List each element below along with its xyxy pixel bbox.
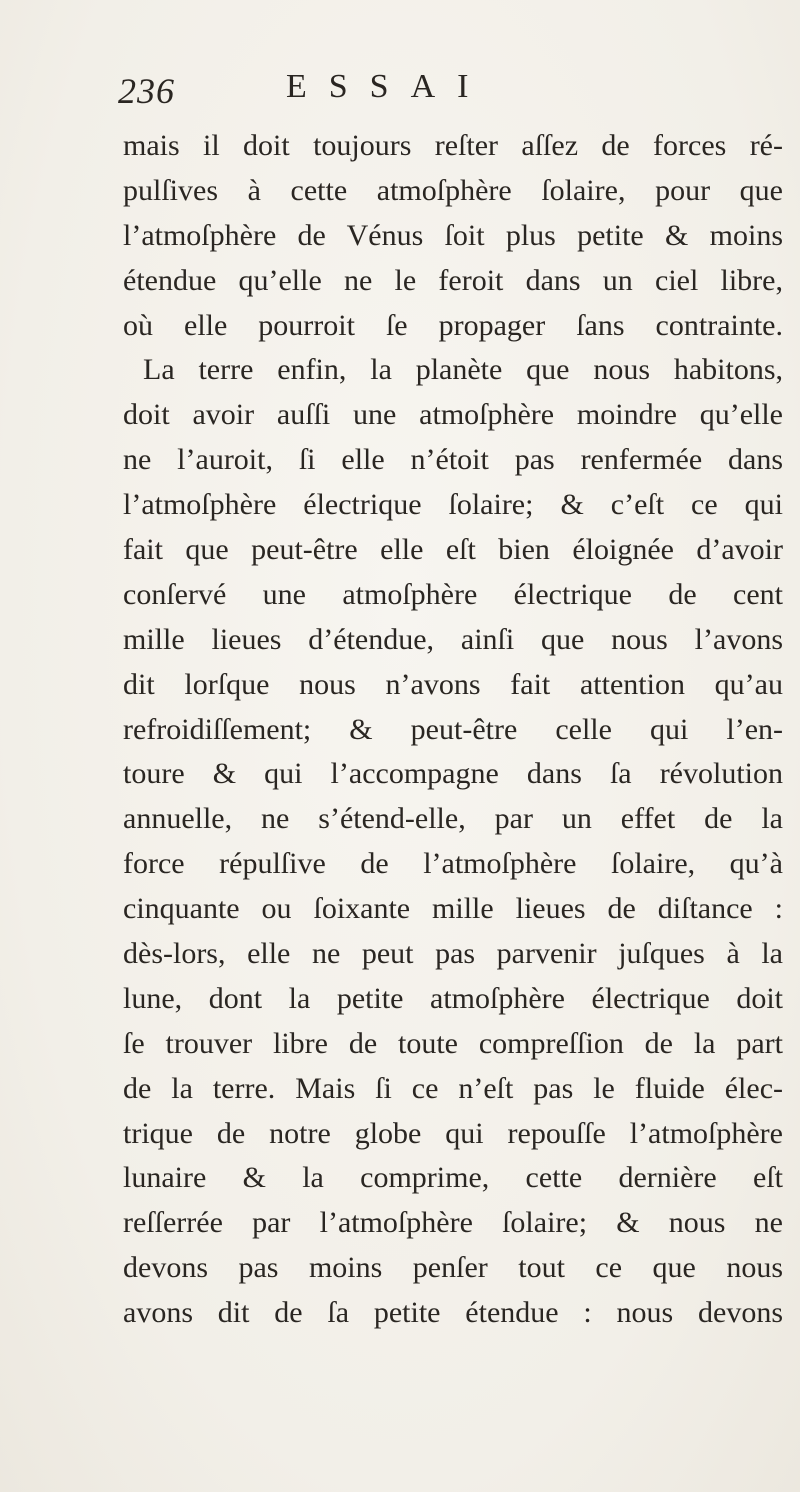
body-text — [123, 124, 783, 1336]
text-line: doit avoir auſſi une atmoſphère moindre qu’elle — [123, 398, 783, 432]
text-line: de la terre. Mais ſi ce n’eſt pas le fluide élec- — [123, 1071, 783, 1105]
text-line: mais il doit toujours reſter aſſez de forces ré- — [123, 129, 783, 162]
text-line: force répulſive de l’atmoſphère ſolaire, qu’à — [123, 847, 783, 881]
text-line: lune, dont la petite atmoſphère électrique doit — [123, 981, 783, 1015]
text-line: fait que peut-être elle eſt bien éloignée d’avoir — [123, 533, 783, 567]
text-line: toure & qui l’accompagne dans ſa révolution — [123, 757, 783, 791]
text-line: trique de notre globe qui repouſſe l’atmoſphère — [123, 1116, 783, 1150]
text-line: avons dit de ſa petite étendue : nous devons — [123, 1296, 783, 1330]
text-line: annuelle, ne s’étend-elle, par un effet de la — [123, 802, 783, 836]
text-line: La terre enfin, la planète que nous habitons, — [143, 353, 783, 387]
text-line: dès-lors, elle ne peut pas parvenir juſques à la — [123, 937, 783, 971]
text-line: l’atmoſphère de Vénus ſoit plus petite & moins — [123, 218, 783, 252]
text-line: devons pas moins penſer tout ce que nous — [123, 1251, 783, 1285]
text-line: l’atmoſphère électrique ſolaire; & c’eſt ce qui — [123, 488, 783, 522]
text-line: lunaire & la comprime, cette dernière eſt — [123, 1161, 783, 1195]
text-line: reſſerrée par l’atmoſphère ſolaire; & nous ne — [123, 1206, 783, 1240]
text-line: conſervé une atmoſphère électrique de cent — [123, 577, 783, 611]
text-line: dit lorſque nous n’avons fait attention qu’au — [123, 667, 783, 701]
running-head: ESSAI — [286, 68, 491, 105]
text-line: pulſives à cette atmoſphère ſolaire, pour que — [123, 173, 783, 207]
page-number: 236 — [118, 71, 175, 111]
text-line: où elle pourroit ſe propager ſans contrainte. — [123, 308, 783, 342]
text-line: ſe trouver libre de toute compreſſion de la part — [123, 1026, 783, 1060]
text-line: étendue qu’elle ne le feroit dans un ciel libre, — [123, 263, 783, 297]
text-line: cinquante ou ſoixante mille lieues de diſtance : — [123, 892, 783, 926]
text-line: mille lieues d’étendue, ainſi que nous l’avons — [123, 622, 783, 656]
text-line: ne l’auroit, ſi elle n’étoit pas renfermée dans — [123, 443, 783, 477]
page-header — [118, 64, 718, 114]
text-line: refroidiſſement; & peut-être celle qui l’en- — [123, 712, 783, 746]
